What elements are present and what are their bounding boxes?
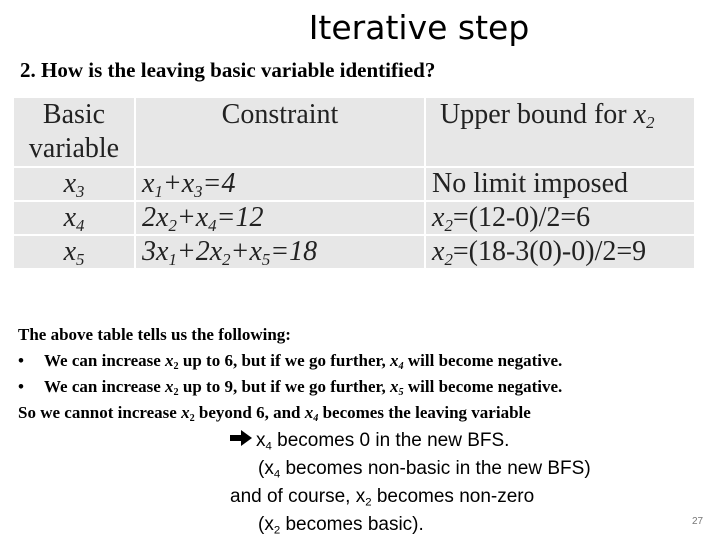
cell-constraint: $3x_1+2x_2+x_5=18$ [135, 235, 425, 269]
header-constraint: Constraint [135, 97, 425, 167]
summary-text [18, 322, 562, 426]
conclusion-line-3 [230, 483, 591, 511]
so-text-c: becomes the leaving variable [318, 403, 531, 422]
cell-upper-bound: No limit imposed [425, 167, 695, 201]
header-basic-line1: Basic [42, 99, 106, 130]
bullet-2-var-y: x [390, 377, 399, 396]
header-upper-bound-var: x [633, 99, 647, 130]
table-row [13, 201, 695, 235]
bullet-1-text-c: will become negative. [403, 351, 563, 370]
conclusion-l4-sub: 2 [273, 524, 281, 537]
conclusion-line-4 [230, 511, 591, 539]
bullet-marker: • [18, 377, 24, 396]
ratio-test-table [12, 96, 696, 270]
so-var-y: x [304, 403, 314, 422]
bullet-1-var-x-sub: 2 [173, 361, 179, 373]
question-heading: 2. How is the leaving basic variable identified? [20, 58, 436, 82]
bullet-2-text-a: We can increase [44, 377, 166, 396]
conclusion-l2-sub: 4 [273, 468, 281, 481]
bullet-1-var-y-sub: 4 [398, 361, 404, 373]
so-text-a: So we cannot increase [18, 403, 182, 422]
conclusion-l3-sub: 2 [365, 496, 372, 509]
page-number: 27 [692, 516, 704, 527]
summary-conclusion-line [18, 400, 562, 426]
bullet-2-var-y-sub: 5 [398, 387, 404, 399]
bullet-2-text-b: up to 9, but if we go further, [178, 377, 391, 396]
header-basic-variable [13, 97, 135, 167]
right-arrow-icon [230, 426, 256, 454]
header-basic-line2: variable [28, 133, 120, 164]
slide-title: Iterative step [308, 8, 530, 47]
conclusion-l1-sub: 4 [265, 440, 272, 453]
conclusion-block [230, 426, 591, 539]
so-text-b: beyond 6, and [194, 403, 305, 422]
cell-constraint: $2x_2+x_4=12$ [135, 201, 425, 235]
conclusion-l1-text: becomes 0 in the new BFS. [271, 430, 510, 451]
conclusion-line-2 [230, 455, 591, 483]
header-upper-bound-prefix: Upper bound for [440, 99, 634, 130]
cell-constraint: $x_1+x_3=4$ [135, 167, 425, 201]
cell-basic-variable: $x_4$ [13, 201, 135, 235]
conclusion-l3-text: becomes non-zero [371, 486, 535, 507]
conclusion-line-1 [230, 426, 591, 455]
summary-bullet-2 [18, 374, 562, 400]
cell-upper-bound: $x_2=(12-0)/2=6$ [425, 201, 695, 235]
conclusion-l2-pre: (x [258, 458, 274, 479]
header-upper-bound [425, 97, 695, 167]
bullet-2-var-x-sub: 2 [173, 387, 179, 399]
table-body [13, 167, 695, 269]
summary-bullet-1 [18, 348, 562, 374]
cell-upper-bound: $x_2=(18-3(0)-0)/2=9$ [425, 235, 695, 269]
so-var-x: x [181, 403, 190, 422]
table-header-row [13, 97, 695, 167]
bullet-2-var-x: x [165, 377, 174, 396]
bullet-1-text-a: We can increase [44, 351, 166, 370]
so-var-x-sub: 2 [189, 413, 195, 425]
conclusion-l1-var: x [256, 430, 266, 451]
table-row [13, 235, 695, 269]
table-row [13, 167, 695, 201]
so-var-y-sub: 4 [313, 413, 319, 425]
conclusion-l3-pre: and of course, x [230, 486, 366, 507]
header-upper-bound-sub: 2 [646, 113, 655, 133]
conclusion-l4-text: becomes basic). [280, 514, 424, 535]
bullet-1-var-y: x [390, 351, 399, 370]
conclusion-l2-text: becomes non-basic in the new BFS) [280, 458, 591, 479]
summary-intro: The above table tells us the following: [18, 325, 291, 344]
bullet-2-text-c: will become negative. [403, 377, 563, 396]
bullet-1-var-x: x [165, 351, 174, 370]
conclusion-l4-pre: (x [258, 514, 274, 535]
cell-basic-variable: $x_3$ [13, 167, 135, 201]
cell-basic-variable: $x_5$ [13, 235, 135, 269]
bullet-marker: • [18, 351, 24, 370]
bullet-1-text-b: up to 6, but if we go further, [178, 351, 391, 370]
